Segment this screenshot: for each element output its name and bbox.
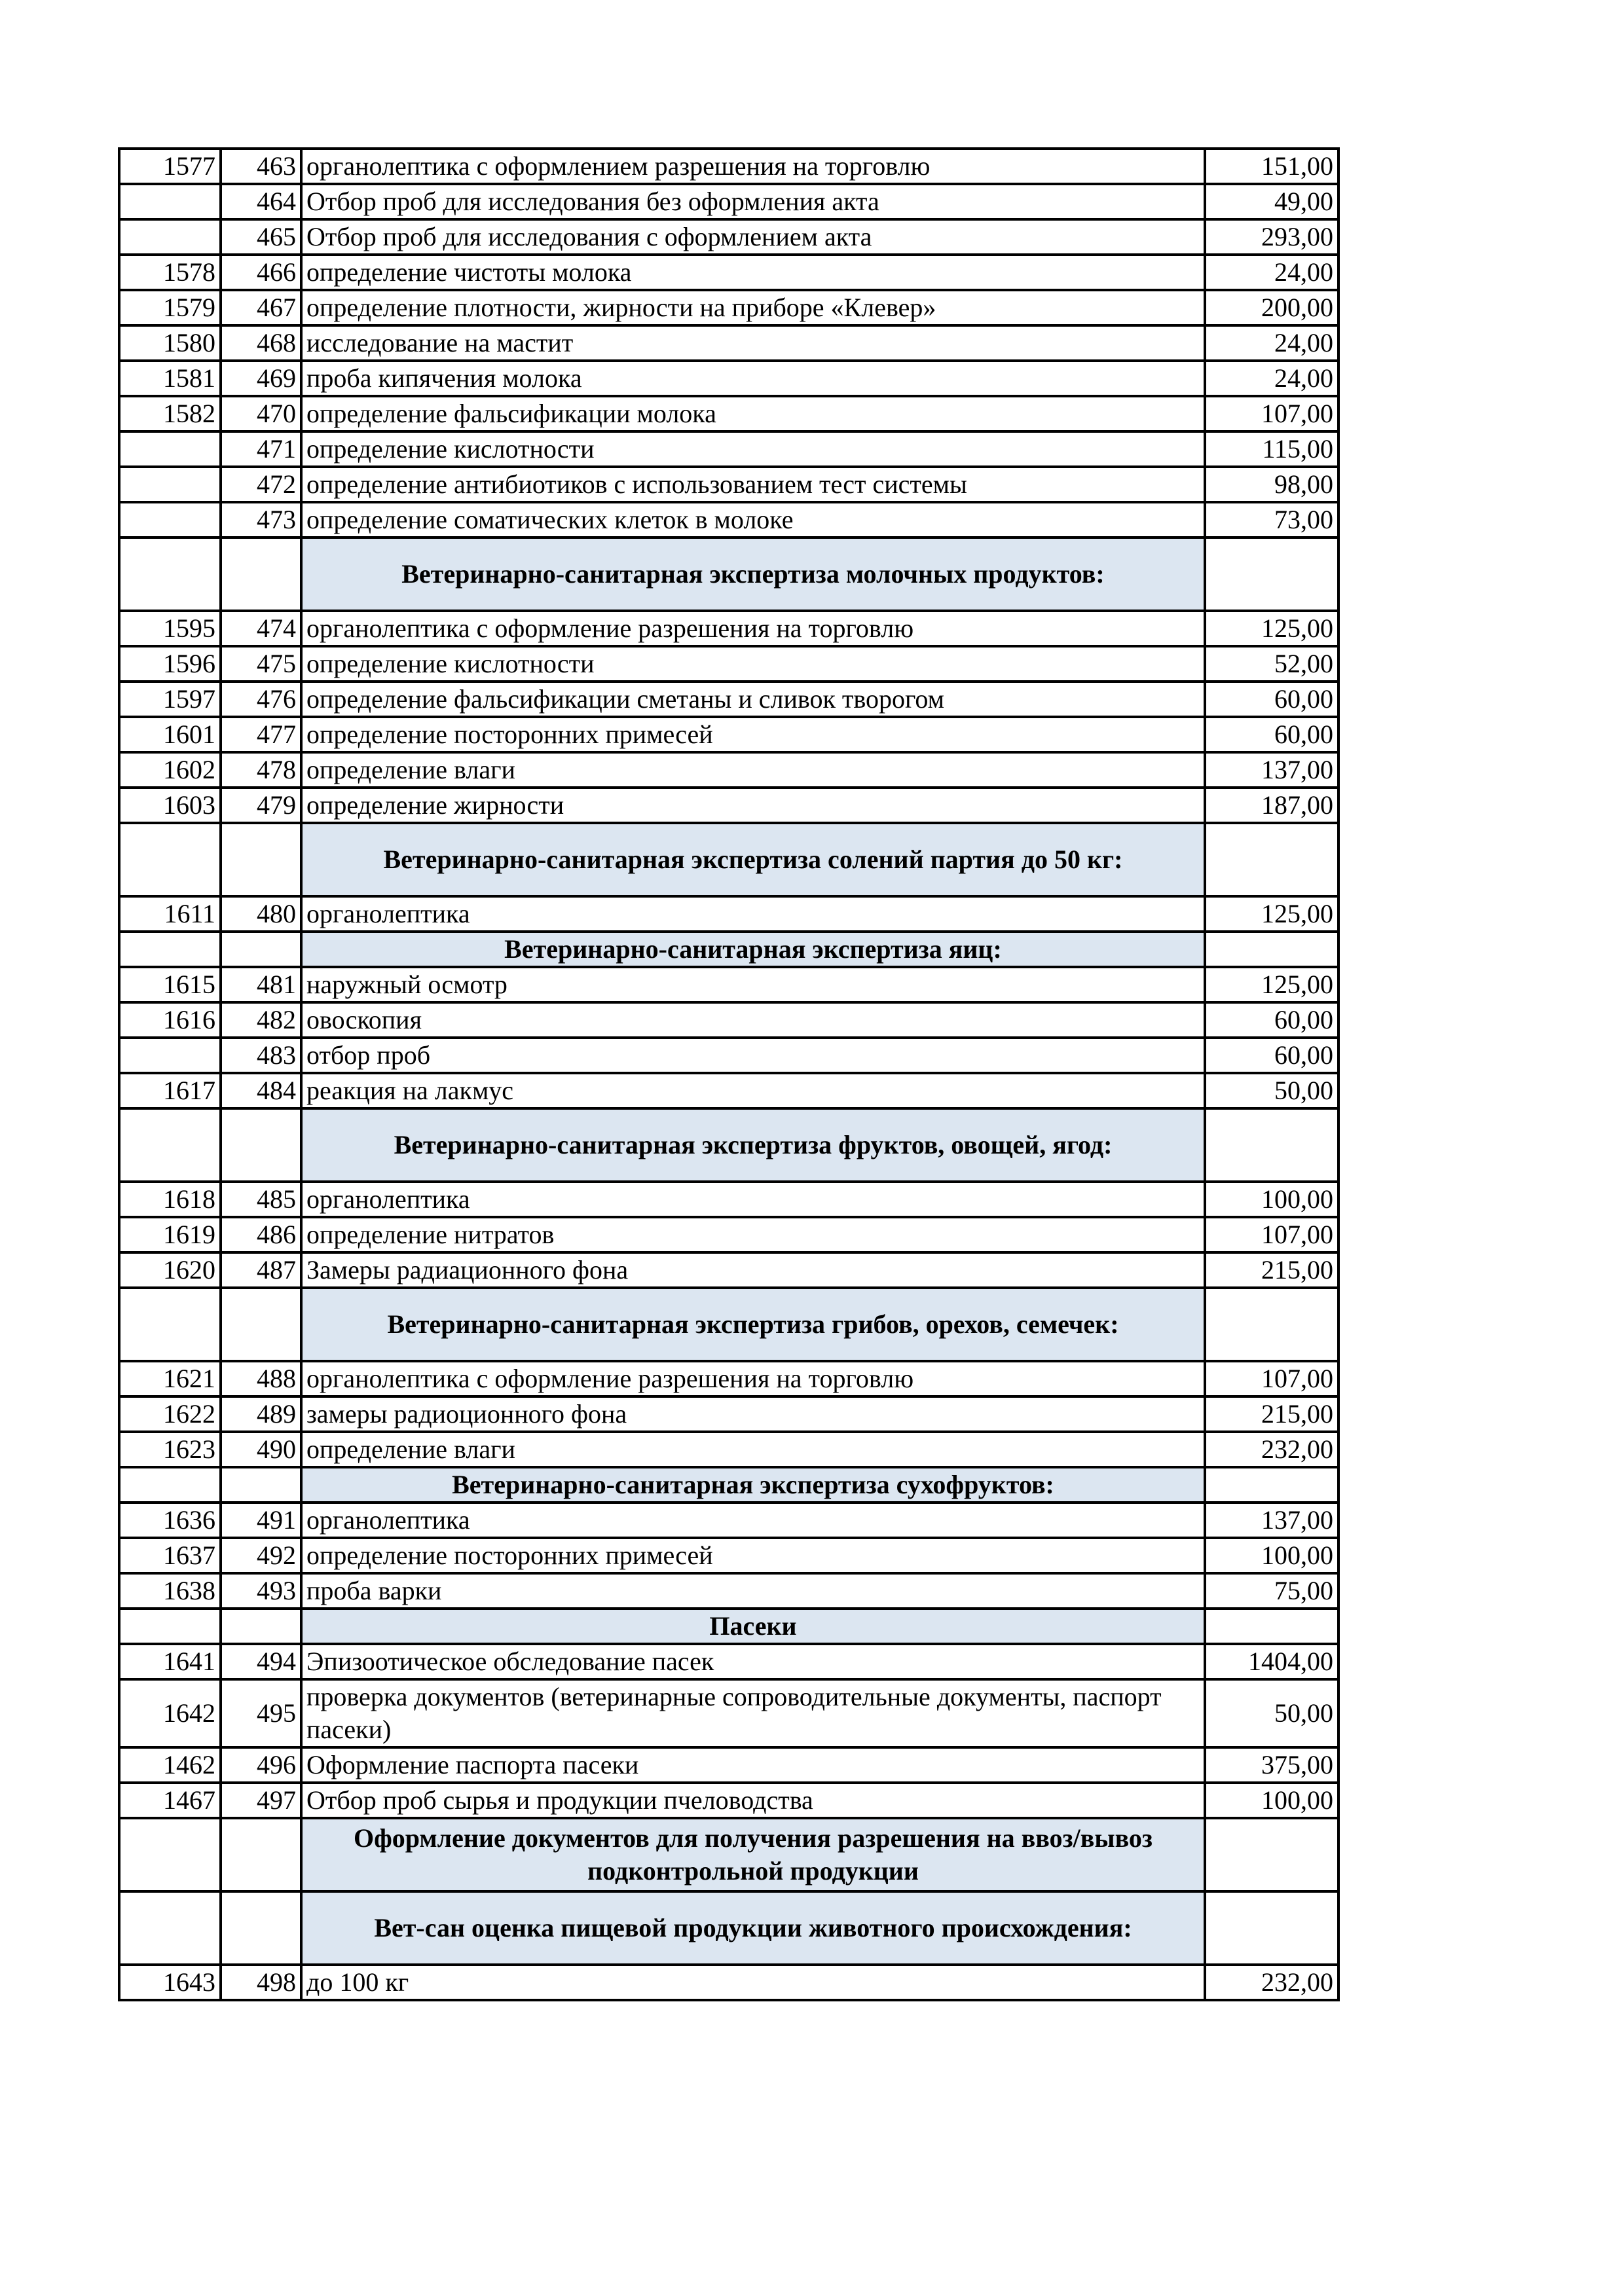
- table-row: [119, 1783, 1338, 1818]
- price-cell: 100,00: [1205, 1182, 1338, 1217]
- price-cell: 60,00: [1205, 1002, 1338, 1038]
- description-cell: реакция на лакмус: [301, 1073, 1205, 1108]
- description-cell: органолептика: [301, 896, 1205, 932]
- code-cell: [119, 502, 221, 538]
- number-cell: 478: [221, 752, 301, 788]
- section-title: Ветеринарно-санитарная экспертиза сухофруктов:: [301, 1467, 1205, 1503]
- table-row: [119, 752, 1338, 788]
- table-row: [119, 1679, 1338, 1747]
- code-cell: 1618: [119, 1182, 221, 1217]
- price-cell: 151,00: [1205, 149, 1338, 184]
- code-cell: 1642: [119, 1679, 221, 1747]
- price-cell: 24,00: [1205, 361, 1338, 396]
- number-cell: 479: [221, 788, 301, 823]
- code-cell: 1602: [119, 752, 221, 788]
- price-list-page: [118, 147, 1340, 2001]
- code-cell: [119, 1038, 221, 1073]
- price-cell: [1205, 1891, 1338, 1965]
- code-cell: 1616: [119, 1002, 221, 1038]
- price-cell: 60,00: [1205, 717, 1338, 752]
- code-cell: 1580: [119, 325, 221, 361]
- price-cell: 200,00: [1205, 290, 1338, 325]
- table-row: [119, 1002, 1338, 1038]
- section-header-row: [119, 823, 1338, 896]
- table-row: [119, 431, 1338, 467]
- code-cell: [119, 1108, 221, 1182]
- number-cell: 486: [221, 1217, 301, 1252]
- code-cell: [119, 1891, 221, 1965]
- price-cell: 215,00: [1205, 1396, 1338, 1432]
- code-cell: 1621: [119, 1361, 221, 1396]
- code-cell: 1638: [119, 1573, 221, 1609]
- number-cell: [221, 823, 301, 896]
- number-cell: 468: [221, 325, 301, 361]
- number-cell: [221, 1609, 301, 1644]
- price-cell: [1205, 1818, 1338, 1891]
- code-cell: 1467: [119, 1783, 221, 1818]
- code-cell: [119, 431, 221, 467]
- price-cell: [1205, 1609, 1338, 1644]
- description-cell: наружный осмотр: [301, 967, 1205, 1002]
- description-cell: определение жирности: [301, 788, 1205, 823]
- description-cell: определение влаги: [301, 752, 1205, 788]
- code-cell: [119, 1609, 221, 1644]
- price-cell: 73,00: [1205, 502, 1338, 538]
- price-cell: 115,00: [1205, 431, 1338, 467]
- price-cell: 24,00: [1205, 255, 1338, 290]
- code-cell: 1597: [119, 682, 221, 717]
- price-cell: 293,00: [1205, 219, 1338, 255]
- price-cell: 125,00: [1205, 896, 1338, 932]
- code-cell: 1603: [119, 788, 221, 823]
- number-cell: 470: [221, 396, 301, 431]
- number-cell: 482: [221, 1002, 301, 1038]
- number-cell: 488: [221, 1361, 301, 1396]
- price-cell: 107,00: [1205, 396, 1338, 431]
- description-cell: органолептика с оформлением разрешения на торговлю: [301, 149, 1205, 184]
- description-cell: Отбор проб для исследования без оформления акта: [301, 184, 1205, 219]
- code-cell: 1579: [119, 290, 221, 325]
- code-cell: 1637: [119, 1538, 221, 1573]
- table-row: [119, 1965, 1338, 2000]
- price-cell: 60,00: [1205, 682, 1338, 717]
- code-cell: [119, 184, 221, 219]
- code-cell: 1622: [119, 1396, 221, 1432]
- section-title: Пасеки: [301, 1609, 1205, 1644]
- price-cell: 125,00: [1205, 967, 1338, 1002]
- code-cell: 1462: [119, 1747, 221, 1783]
- price-cell: [1205, 823, 1338, 896]
- number-cell: 483: [221, 1038, 301, 1073]
- section-title: Ветеринарно-санитарная экспертиза фруктов, овощей, ягод:: [301, 1108, 1205, 1182]
- code-cell: 1596: [119, 646, 221, 682]
- code-cell: [119, 1288, 221, 1361]
- table-row: [119, 1038, 1338, 1073]
- price-cell: [1205, 1467, 1338, 1503]
- table-row: [119, 1217, 1338, 1252]
- price-table-body: [119, 149, 1338, 2000]
- price-cell: 75,00: [1205, 1573, 1338, 1609]
- table-row: [119, 1361, 1338, 1396]
- price-cell: 232,00: [1205, 1432, 1338, 1467]
- description-cell: проба варки: [301, 1573, 1205, 1609]
- number-cell: [221, 538, 301, 611]
- table-row: [119, 1182, 1338, 1217]
- code-cell: 1643: [119, 1965, 221, 2000]
- price-cell: [1205, 538, 1338, 611]
- number-cell: 464: [221, 184, 301, 219]
- section-header-row: [119, 1891, 1338, 1965]
- price-cell: 125,00: [1205, 611, 1338, 646]
- table-row: [119, 219, 1338, 255]
- code-cell: 1617: [119, 1073, 221, 1108]
- number-cell: 465: [221, 219, 301, 255]
- number-cell: 490: [221, 1432, 301, 1467]
- code-cell: 1636: [119, 1503, 221, 1538]
- number-cell: 475: [221, 646, 301, 682]
- description-cell: отбор проб: [301, 1038, 1205, 1073]
- code-cell: 1582: [119, 396, 221, 431]
- section-header-row: [119, 1818, 1338, 1891]
- price-cell: [1205, 932, 1338, 967]
- number-cell: [221, 1108, 301, 1182]
- description-cell: определение посторонних примесей: [301, 1538, 1205, 1573]
- number-cell: 481: [221, 967, 301, 1002]
- number-cell: 467: [221, 290, 301, 325]
- description-cell: определение антибиотиков с использованием тест системы: [301, 467, 1205, 502]
- table-row: [119, 611, 1338, 646]
- table-row: [119, 502, 1338, 538]
- description-cell: определение кислотности: [301, 646, 1205, 682]
- number-cell: 494: [221, 1644, 301, 1679]
- description-cell: определение посторонних примесей: [301, 717, 1205, 752]
- number-cell: 474: [221, 611, 301, 646]
- number-cell: 489: [221, 1396, 301, 1432]
- table-row: [119, 1396, 1338, 1432]
- description-cell: проба кипячения молока: [301, 361, 1205, 396]
- table-row: [119, 325, 1338, 361]
- price-cell: [1205, 1288, 1338, 1361]
- table-row: [119, 1503, 1338, 1538]
- table-row: [119, 1644, 1338, 1679]
- number-cell: 492: [221, 1538, 301, 1573]
- number-cell: 469: [221, 361, 301, 396]
- description-cell: определение чистоты молока: [301, 255, 1205, 290]
- number-cell: 476: [221, 682, 301, 717]
- number-cell: 487: [221, 1252, 301, 1288]
- price-cell: 137,00: [1205, 752, 1338, 788]
- description-cell: определение соматических клеток в молоке: [301, 502, 1205, 538]
- section-title: Ветеринарно-санитарная экспертиза солений партия до 50 кг:: [301, 823, 1205, 896]
- number-cell: 463: [221, 149, 301, 184]
- number-cell: 466: [221, 255, 301, 290]
- description-cell: Замеры радиационного фона: [301, 1252, 1205, 1288]
- number-cell: 491: [221, 1503, 301, 1538]
- number-cell: [221, 932, 301, 967]
- table-row: [119, 467, 1338, 502]
- section-title: Ветеринарно-санитарная экспертиза молочных продуктов:: [301, 538, 1205, 611]
- table-row: [119, 1252, 1338, 1288]
- description-cell: овоскопия: [301, 1002, 1205, 1038]
- code-cell: 1611: [119, 896, 221, 932]
- description-cell: органолептика: [301, 1503, 1205, 1538]
- description-cell: определение фальсификации молока: [301, 396, 1205, 431]
- section-title: Оформление документов для получения разрешения на ввоз/вывоз подконтрольной продукции: [301, 1818, 1205, 1891]
- number-cell: 484: [221, 1073, 301, 1108]
- section-header-row: [119, 932, 1338, 967]
- table-row: [119, 717, 1338, 752]
- description-cell: Отбор проб для исследования с оформлением акта: [301, 219, 1205, 255]
- description-cell: определение фальсификации сметаны и сливок творогом: [301, 682, 1205, 717]
- description-cell: Отбор проб сырья и продукции пчеловодства: [301, 1783, 1205, 1818]
- price-cell: 1404,00: [1205, 1644, 1338, 1679]
- price-cell: 107,00: [1205, 1361, 1338, 1396]
- section-header-row: [119, 1288, 1338, 1361]
- description-cell: определение нитратов: [301, 1217, 1205, 1252]
- code-cell: 1623: [119, 1432, 221, 1467]
- number-cell: 480: [221, 896, 301, 932]
- table-row: [119, 682, 1338, 717]
- price-cell: 107,00: [1205, 1217, 1338, 1252]
- description-cell: до 100 кг: [301, 1965, 1205, 2000]
- code-cell: 1619: [119, 1217, 221, 1252]
- number-cell: 495: [221, 1679, 301, 1747]
- price-cell: 375,00: [1205, 1747, 1338, 1783]
- price-cell: 52,00: [1205, 646, 1338, 682]
- number-cell: 477: [221, 717, 301, 752]
- table-row: [119, 1073, 1338, 1108]
- price-cell: 50,00: [1205, 1679, 1338, 1747]
- table-row: [119, 1538, 1338, 1573]
- section-header-row: [119, 1467, 1338, 1503]
- description-cell: определение влаги: [301, 1432, 1205, 1467]
- price-cell: 98,00: [1205, 467, 1338, 502]
- number-cell: 496: [221, 1747, 301, 1783]
- price-cell: 100,00: [1205, 1783, 1338, 1818]
- code-cell: 1577: [119, 149, 221, 184]
- description-cell: органолептика с оформление разрешения на торговлю: [301, 611, 1205, 646]
- description-cell: определение плотности, жирности на приборе «Клевер»: [301, 290, 1205, 325]
- price-cell: [1205, 1108, 1338, 1182]
- description-cell: определение кислотности: [301, 431, 1205, 467]
- price-cell: 100,00: [1205, 1538, 1338, 1573]
- code-cell: 1581: [119, 361, 221, 396]
- price-cell: 49,00: [1205, 184, 1338, 219]
- table-row: [119, 1573, 1338, 1609]
- code-cell: 1641: [119, 1644, 221, 1679]
- description-cell: органолептика: [301, 1182, 1205, 1217]
- code-cell: [119, 1818, 221, 1891]
- number-cell: [221, 1288, 301, 1361]
- description-cell: исследование на мастит: [301, 325, 1205, 361]
- table-row: [119, 255, 1338, 290]
- table-row: [119, 184, 1338, 219]
- table-row: [119, 1432, 1338, 1467]
- number-cell: 485: [221, 1182, 301, 1217]
- table-row: [119, 788, 1338, 823]
- section-title: Вет-сан оценка пищевой продукции животного происхождения:: [301, 1891, 1205, 1965]
- table-row: [119, 1747, 1338, 1783]
- code-cell: 1601: [119, 717, 221, 752]
- price-cell: 50,00: [1205, 1073, 1338, 1108]
- price-cell: 137,00: [1205, 1503, 1338, 1538]
- code-cell: [119, 932, 221, 967]
- section-header-row: [119, 1108, 1338, 1182]
- number-cell: 471: [221, 431, 301, 467]
- description-cell: замеры радиоционного фона: [301, 1396, 1205, 1432]
- code-cell: [119, 823, 221, 896]
- number-cell: 472: [221, 467, 301, 502]
- table-row: [119, 396, 1338, 431]
- table-row: [119, 896, 1338, 932]
- code-cell: 1578: [119, 255, 221, 290]
- table-row: [119, 646, 1338, 682]
- number-cell: 498: [221, 1965, 301, 2000]
- section-header-row: [119, 1609, 1338, 1644]
- price-cell: 60,00: [1205, 1038, 1338, 1073]
- section-title: Ветеринарно-санитарная экспертиза грибов, орехов, семечек:: [301, 1288, 1205, 1361]
- number-cell: 497: [221, 1783, 301, 1818]
- price-table: [118, 147, 1340, 2001]
- code-cell: [119, 219, 221, 255]
- section-header-row: [119, 538, 1338, 611]
- price-cell: 187,00: [1205, 788, 1338, 823]
- table-row: [119, 361, 1338, 396]
- number-cell: [221, 1818, 301, 1891]
- table-row: [119, 290, 1338, 325]
- description-cell: Оформление паспорта пасеки: [301, 1747, 1205, 1783]
- description-cell: Эпизоотическое обследование пасек: [301, 1644, 1205, 1679]
- code-cell: [119, 467, 221, 502]
- code-cell: [119, 1467, 221, 1503]
- number-cell: 493: [221, 1573, 301, 1609]
- table-row: [119, 149, 1338, 184]
- code-cell: 1615: [119, 967, 221, 1002]
- code-cell: 1620: [119, 1252, 221, 1288]
- section-title: Ветеринарно-санитарная экспертиза яиц:: [301, 932, 1205, 967]
- description-cell: органолептика с оформление разрешения на торговлю: [301, 1361, 1205, 1396]
- price-cell: 232,00: [1205, 1965, 1338, 2000]
- number-cell: [221, 1467, 301, 1503]
- price-cell: 24,00: [1205, 325, 1338, 361]
- description-cell: проверка документов (ветеринарные сопроводительные документы, паспорт пасеки): [301, 1679, 1205, 1747]
- code-cell: [119, 538, 221, 611]
- number-cell: 473: [221, 502, 301, 538]
- number-cell: [221, 1891, 301, 1965]
- price-cell: 215,00: [1205, 1252, 1338, 1288]
- table-row: [119, 967, 1338, 1002]
- code-cell: 1595: [119, 611, 221, 646]
